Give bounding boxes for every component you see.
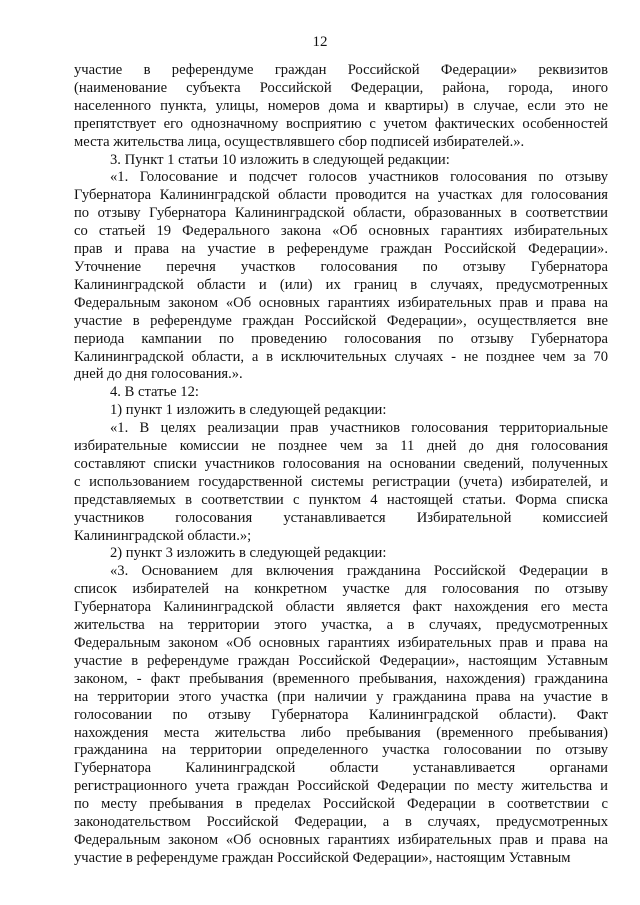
text-line: по отзыву Губернатора Калининградской области, образованных в соответствии [74,205,608,222]
text-line: жительства на территории этого участка, а в случаях, предусмотренных [74,617,608,634]
paragraph [74,152,608,170]
text-line: на территории этого участка (при наличии у гражданина права на участие в [74,688,608,705]
text-line: участие в референдуме граждан Российской Федерации», осуществляется вне [74,312,608,329]
text-line: населенного пункта, улицы, номеров дома и квартиры) в случае, если это не [74,97,608,114]
text-line: дней до дня голосования.». [74,366,243,383]
text-line: Федеральным законом «Об основных гарантиях избирательных прав и права на [74,831,608,848]
text-line: Губернатора Калининградской области устанавливается органами [74,760,608,777]
text-line: 3. Пункт 1 статьи 10 изложить в следующей редакции: [110,151,450,168]
text-line: (наименование субъекта Российской Федерации, района, города, иного [74,79,608,96]
text-line: участие в референдуме граждан Российской Федерации», настоящим Уставным [74,652,608,669]
paragraph [74,402,608,420]
text-line: «3. Основанием для включения гражданина Российской Федерации в [110,563,608,580]
document-body [74,62,608,868]
text-line: гражданина на территории определенного участка голосовании по отзыву [74,742,608,759]
text-line: препятствует его однозначному восприятию с учетом фактических особенностей [74,115,608,132]
text-line: законодательством Российской Федерации, а в случаях, предусмотренных [74,814,608,831]
text-line: участие в референдуме граждан Российской Федерации», настоящим Уставным [74,849,571,866]
text-line: со статьей 19 Федерального закона «Об основных гарантиях избирательных [74,223,608,240]
text-line: нахождения места жительства либо пребывания (временного пребывания) [74,724,608,741]
text-line: представляемых в соответствии с пунктом 4 настоящей статьи. Форма списка [74,491,608,508]
text-line: 4. В статье 12: [110,384,199,401]
text-line: список избирателей на конкретном участке для голосования по отзыву [74,581,608,598]
paragraph [74,384,608,402]
text-line: Калининградской области и (или) их границ в случаях, предусмотренных [74,276,608,293]
text-line: периода кампании по проведению голосования по отзыву Губернатора [74,330,608,347]
text-line: Губернатора Калининградской области является факт нахождения его места [74,599,608,616]
page-number: 12 [312,34,328,50]
text-line: с использованием государственной системы регистрации (учета) избирателей, и [74,473,608,490]
text-line: по месту пребывания в пределах Российской Федерации в соответствии с [74,796,608,813]
text-line: законом, - факт пребывания (временного пребывания, нахождения) гражданина [74,670,608,687]
text-line: участие в референдуме граждан Российской Федерации» реквизитов [74,62,608,78]
paragraph [74,420,608,545]
text-line: составляют списки участников голосования на основании сведений, полученных [74,455,608,472]
text-line: прав и права на участие в референдуме граждан Российской Федерации». [74,241,608,258]
text-line: Федеральным законом «Об основных гарантиях избирательных прав и права на [74,635,608,651]
text-line: избирательные комиссии не позднее чем за 11 дней до дня голосования [74,438,608,455]
text-line: места жительства лица, осуществлявшего сбор подписей избирателей.». [74,133,525,150]
paragraph [74,169,608,384]
text-line: Губернатора Калининградской области проводится на участках для голосования [74,187,608,204]
paragraph [74,563,608,867]
paragraph [74,62,608,152]
text-line: 2) пункт 3 изложить в следующей редакции: [110,545,387,562]
text-line: 1) пункт 1 изложить в следующей редакции: [110,402,387,419]
text-line: регистрационного учета граждан Российской Федерации по месту жительства и [74,778,608,795]
text-line: Федеральным законом «Об основных гарантиях избирательных прав и права на [74,294,608,311]
text-line: голосовании по отзыву Губернатора Калининградской области). Факт [74,706,608,723]
text-line: Уточнение перечня участков голосования по отзыву Губернатора [74,258,608,275]
text-line: участников голосования устанавливается Избирательной комиссией [74,509,608,526]
text-line: «1. Голосование и подсчет голосов участников голосования по отзыву [110,169,608,186]
paragraph [74,545,608,563]
text-line: Калининградской области.»; [74,527,252,544]
text-line: «1. В целях реализации прав участников голосования территориальные [110,420,608,437]
text-line: Калининградской области, а в исключительных случаях - не позднее чем за 70 [74,348,608,365]
